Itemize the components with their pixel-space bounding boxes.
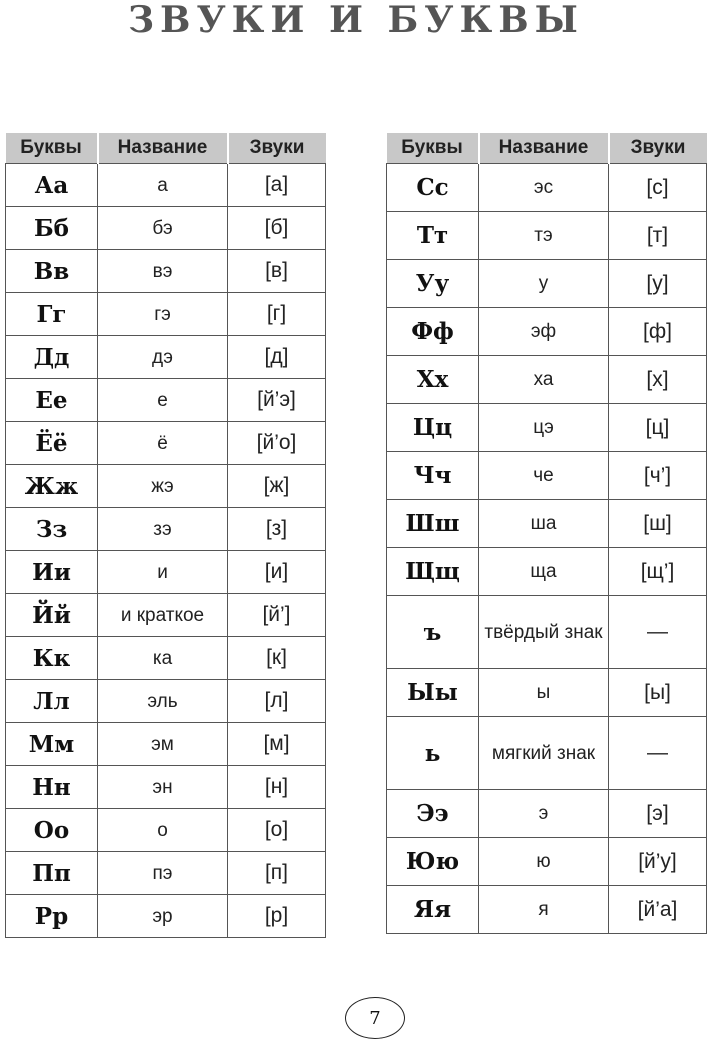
letter-cell: Шш <box>387 500 479 548</box>
sound-cell: [н] <box>228 766 326 809</box>
table-row <box>6 637 326 680</box>
sound-cell: [й’а] <box>609 886 707 934</box>
name-cell: ы <box>479 669 609 717</box>
letter-cell: Чч <box>387 452 479 500</box>
name-cell: твёрдый знак <box>479 596 609 669</box>
letter-cell: Уу <box>387 260 479 308</box>
sound-cell: [т] <box>609 212 707 260</box>
sound-cell: [а] <box>228 164 326 207</box>
header-letters: Буквы <box>387 133 479 164</box>
letter-cell: Ии <box>6 551 98 594</box>
sound-cell: [л] <box>228 680 326 723</box>
name-cell: у <box>479 260 609 308</box>
name-cell: о <box>98 809 228 852</box>
table-row <box>6 594 326 637</box>
header-sounds: Звуки <box>609 133 707 164</box>
table-row <box>6 422 326 465</box>
table-row <box>6 164 326 207</box>
name-cell: дэ <box>98 336 228 379</box>
letter-cell: Йй <box>6 594 98 637</box>
name-cell: тэ <box>479 212 609 260</box>
letter-cell: Вв <box>6 250 98 293</box>
sound-cell: [у] <box>609 260 707 308</box>
table-row <box>387 790 707 838</box>
name-cell: ка <box>98 637 228 680</box>
name-cell: цэ <box>479 404 609 452</box>
letter-cell: Юю <box>387 838 479 886</box>
header-name: Название <box>479 133 609 164</box>
name-cell: эм <box>98 723 228 766</box>
sound-cell: [в] <box>228 250 326 293</box>
letter-cell: Сс <box>387 164 479 212</box>
table-row <box>387 164 707 212</box>
sound-cell: [ц] <box>609 404 707 452</box>
table-header-row <box>6 133 326 164</box>
sound-cell: [р] <box>228 895 326 938</box>
table-header-row <box>387 133 707 164</box>
sound-cell: [ч’] <box>609 452 707 500</box>
page-title: ЗВУКИ И БУКВЫ <box>128 0 584 41</box>
sound-cell: [ш] <box>609 500 707 548</box>
table-row <box>6 508 326 551</box>
letter-cell: Оо <box>6 809 98 852</box>
table-row <box>387 356 707 404</box>
table-row <box>387 838 707 886</box>
table-row <box>6 723 326 766</box>
table-row <box>387 548 707 596</box>
letter-cell: Ыы <box>387 669 479 717</box>
letter-cell: Яя <box>387 886 479 934</box>
table-row <box>6 207 326 250</box>
table-row <box>6 809 326 852</box>
name-cell: эф <box>479 308 609 356</box>
page-number: 7 <box>345 997 405 1039</box>
name-cell: че <box>479 452 609 500</box>
table-row <box>387 717 707 790</box>
table-row <box>387 308 707 356</box>
letter-cell: Мм <box>6 723 98 766</box>
name-cell: и краткое <box>98 594 228 637</box>
table-row <box>6 379 326 422</box>
letter-cell: ъ <box>387 596 479 669</box>
sound-cell: [б] <box>228 207 326 250</box>
letter-cell: ь <box>387 717 479 790</box>
name-cell: зэ <box>98 508 228 551</box>
name-cell: эр <box>98 895 228 938</box>
letter-cell: Зз <box>6 508 98 551</box>
name-cell: эс <box>479 164 609 212</box>
letter-cell: Ее <box>6 379 98 422</box>
sound-cell: [м] <box>228 723 326 766</box>
header-sounds: Звуки <box>228 133 326 164</box>
sound-cell: [и] <box>228 551 326 594</box>
header-name: Название <box>98 133 228 164</box>
letter-cell: Фф <box>387 308 479 356</box>
sound-cell: [п] <box>228 852 326 895</box>
alphabet-table-right <box>386 133 707 934</box>
letter-cell: Нн <box>6 766 98 809</box>
sound-cell: — <box>609 596 707 669</box>
letter-cell: Лл <box>6 680 98 723</box>
table-row <box>6 895 326 938</box>
table-row <box>387 596 707 669</box>
name-cell: пэ <box>98 852 228 895</box>
letter-cell: Кк <box>6 637 98 680</box>
letter-cell: Ёё <box>6 422 98 465</box>
name-cell: а <box>98 164 228 207</box>
name-cell: бэ <box>98 207 228 250</box>
sound-cell: [з] <box>228 508 326 551</box>
name-cell: ша <box>479 500 609 548</box>
sound-cell: [ж] <box>228 465 326 508</box>
sound-cell: [ы] <box>609 669 707 717</box>
letter-cell: Тт <box>387 212 479 260</box>
name-cell: ё <box>98 422 228 465</box>
name-cell: эль <box>98 680 228 723</box>
name-cell: я <box>479 886 609 934</box>
name-cell: гэ <box>98 293 228 336</box>
letter-cell: Цц <box>387 404 479 452</box>
letter-cell: Рр <box>6 895 98 938</box>
sound-cell: [к] <box>228 637 326 680</box>
table-row <box>6 293 326 336</box>
letter-cell: Дд <box>6 336 98 379</box>
letter-cell: Ээ <box>387 790 479 838</box>
sound-cell: [о] <box>228 809 326 852</box>
sound-cell: [й’о] <box>228 422 326 465</box>
sound-cell: [с] <box>609 164 707 212</box>
letter-cell: Жж <box>6 465 98 508</box>
name-cell: вэ <box>98 250 228 293</box>
sound-cell: — <box>609 717 707 790</box>
letter-cell: Аа <box>6 164 98 207</box>
table-row <box>387 669 707 717</box>
name-cell: жэ <box>98 465 228 508</box>
table-row <box>6 680 326 723</box>
name-cell: мягкий знак <box>479 717 609 790</box>
table-row <box>387 212 707 260</box>
sound-cell: [й’] <box>228 594 326 637</box>
name-cell: э <box>479 790 609 838</box>
name-cell: эн <box>98 766 228 809</box>
sound-cell: [й’э] <box>228 379 326 422</box>
table-row <box>6 852 326 895</box>
sound-cell: [щ’] <box>609 548 707 596</box>
header-letters: Буквы <box>6 133 98 164</box>
table-row <box>387 500 707 548</box>
letter-cell: Гг <box>6 293 98 336</box>
sound-cell: [э] <box>609 790 707 838</box>
table-row <box>6 551 326 594</box>
sound-cell: [ф] <box>609 308 707 356</box>
name-cell: ща <box>479 548 609 596</box>
sound-cell: [г] <box>228 293 326 336</box>
name-cell: ха <box>479 356 609 404</box>
table-row <box>387 404 707 452</box>
sound-cell: [й’у] <box>609 838 707 886</box>
table-row <box>387 886 707 934</box>
letter-cell: Хх <box>387 356 479 404</box>
table-row <box>6 766 326 809</box>
letter-cell: Щщ <box>387 548 479 596</box>
table-row <box>387 260 707 308</box>
table-row <box>6 250 326 293</box>
table-row <box>387 452 707 500</box>
name-cell: е <box>98 379 228 422</box>
alphabet-table-left <box>5 133 326 938</box>
table-row <box>6 465 326 508</box>
sound-cell: [д] <box>228 336 326 379</box>
sound-cell: [х] <box>609 356 707 404</box>
letter-cell: Пп <box>6 852 98 895</box>
name-cell: ю <box>479 838 609 886</box>
name-cell: и <box>98 551 228 594</box>
letter-cell: Бб <box>6 207 98 250</box>
table-row <box>6 336 326 379</box>
